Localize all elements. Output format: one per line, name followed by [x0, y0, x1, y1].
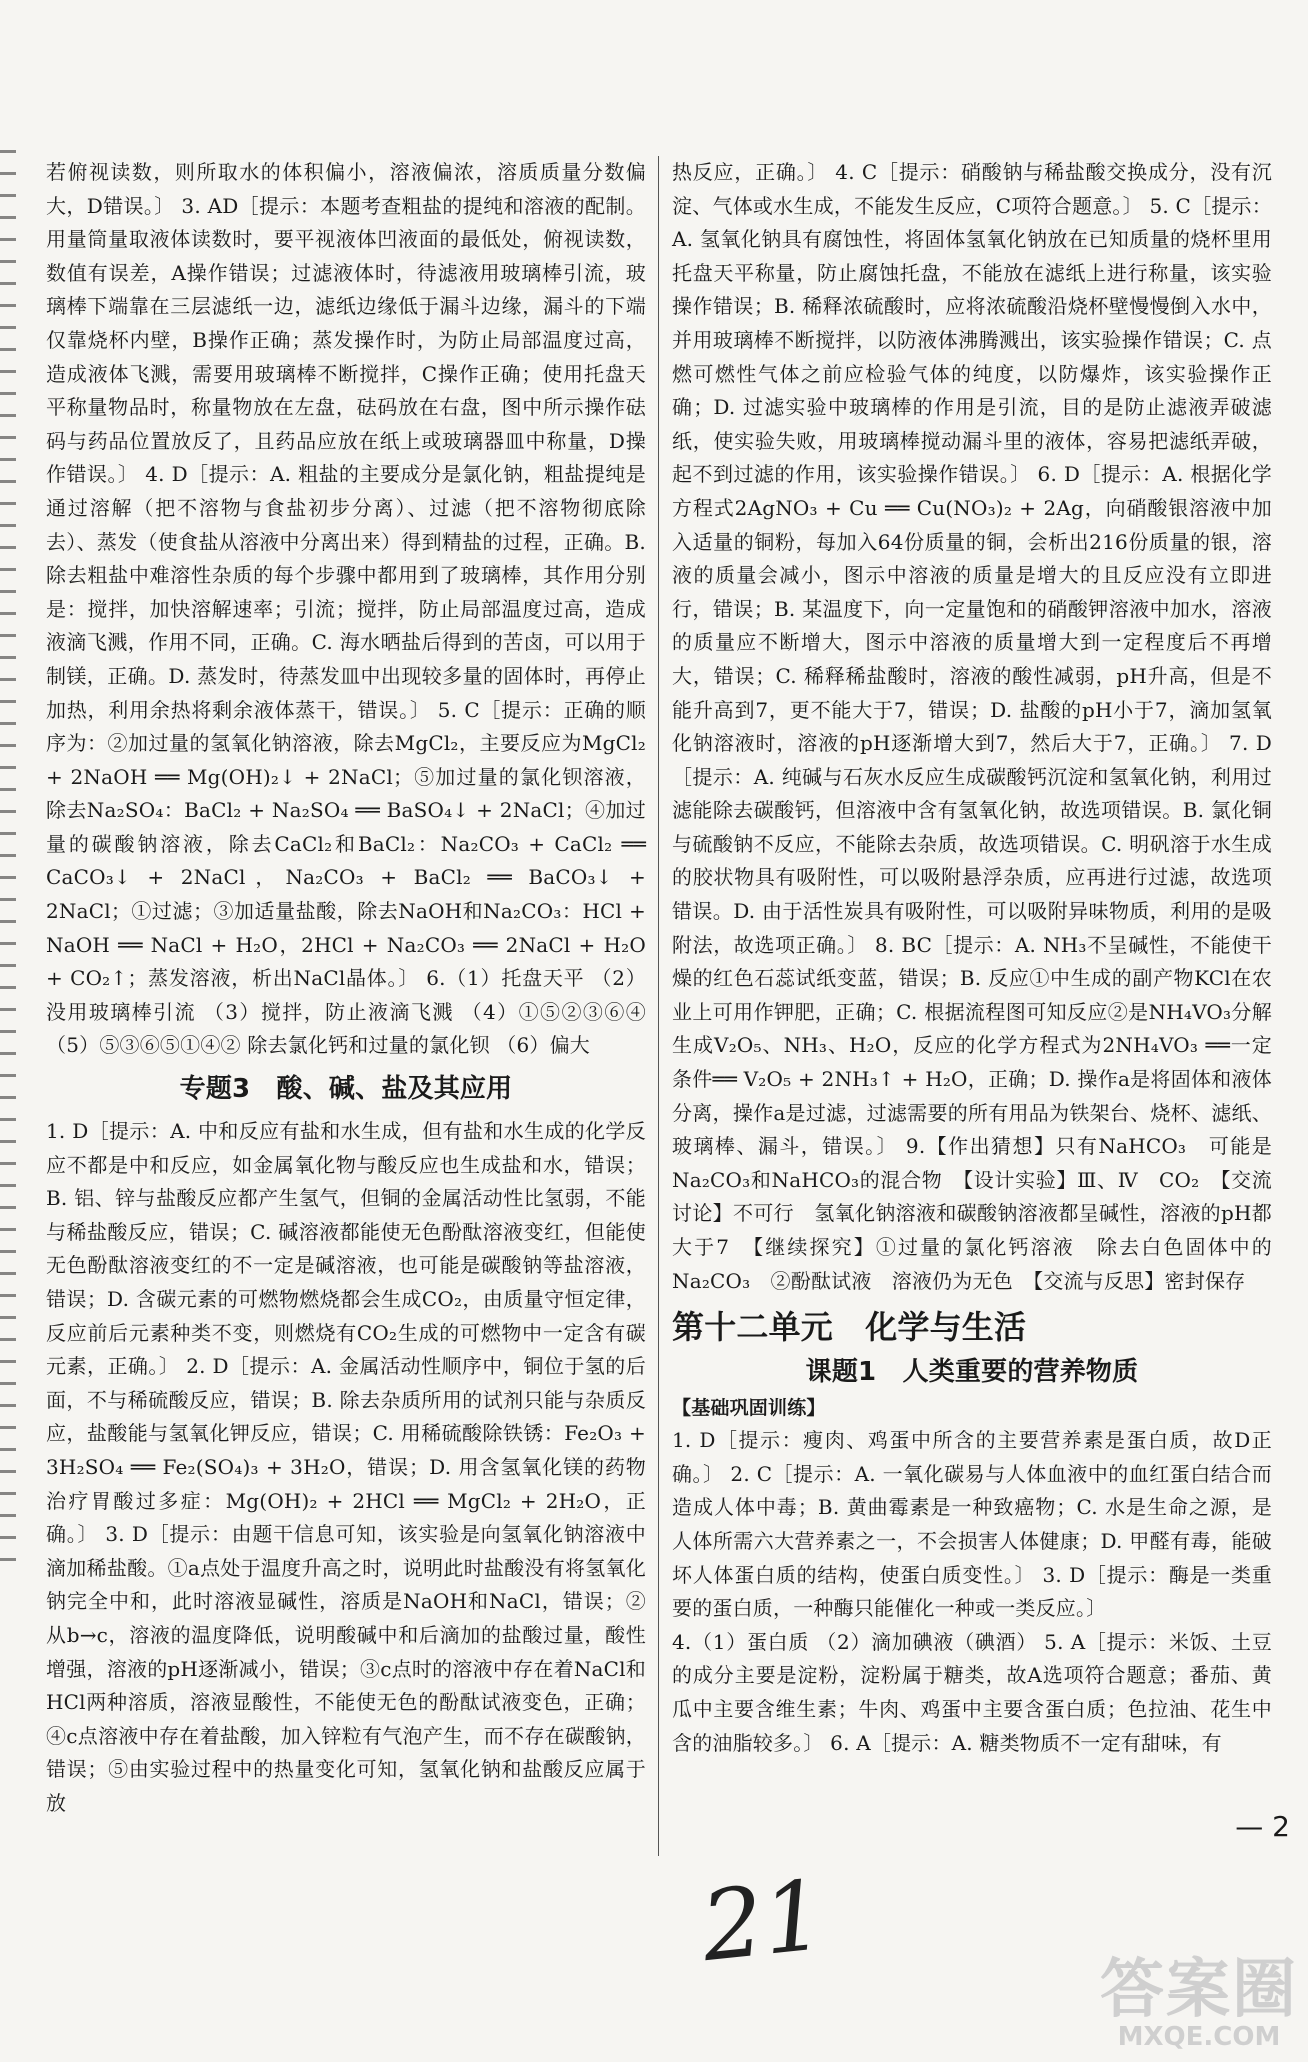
lesson-paragraph-2: 4.（1）蛋白质 （2）滴加碘液（碘酒） 5. A［提示：米饭、土豆的成分主要是淀粉，淀粉属于糖类，故A选项符合题意；番茄、黄瓜中主要含维生素；牛肉、鸡蛋中主要含蛋白质；色拉油、花生中含的油脂较多。〕 6. A［提示：A. 糖类物质不一定有甜味，有: [672, 1629, 1272, 1755]
left-paragraph-1: 若俯视读数，则所取水的体积偏小，溶液偏浓，溶质质量分数偏大，D错误。〕 3. AD［提示：本题考查粗盐的提纯和溶液的配制。用量筒量取液体读数时，要平视液体凹液面的最低处，俯视读数，数值有误差，A操作错误；过滤液体时，待滤液用玻璃棒引流，玻璃棒下端靠在三层滤纸一边，滤纸边缘低于漏斗边缘，漏斗的下端仅靠烧杯内壁，B操作正确；蒸发操作时，为防止局部温度过高，造成液体飞溅，需要用玻璃棒不断搅拌，C操作正确；使用托盘天平称量物品时，称量物放在左盘，砝码放在右盘，图中所示操作砝码与药品位置放反了，且药品应放在纸上或玻璃器皿中称量，D操作错误。〕 4. D［提示：A. 粗盐的主要成分是氯化钠，粗盐提纯是通过溶解（把不溶物与食盐初步分离）、过滤（把不溶物彻底除去）、蒸发（使食盐从溶液中分离出来）得到精盐的过程，正确。B. 除去粗盐中难溶性杂质的每个步骤中都用到了玻璃棒，其作用分别是：搅拌，加快溶解速率；引流；搅拌，防止局部温度过高，造成液滴飞溅，作用不同，正确。C. 海水晒盐后得到的苦卤，可以用于制镁，正确。D. 蒸发时，待蒸发皿中出现较多量的固体时，再停止加热，利用余热将剩余液体蒸干，错误。〕 5. C［提示：正确的顺序为：②加过量的氢氧化钠溶液，除去MgCl₂，主要反应为MgCl₂ + 2NaOH ══ Mg(OH)₂↓ + 2NaCl；⑤加过量的氯化钡溶液，除去Na₂SO₄：BaCl₂ + Na₂SO₄ ══ BaSO₄↓ + 2NaCl；④加过量的碳酸钠溶液，除去CaCl₂和BaCl₂：Na₂CO₃ + CaCl₂ ══ CaCO₃↓ + 2NaCl，Na₂CO₃ + BaCl₂ ══ BaCO₃↓ + 2NaCl；①过滤；③加适量盐酸，除去NaOH和Na₂CO₃：HCl + NaOH ══ NaCl + H₂O，2HCl + Na₂CO₃ ══ 2NaCl + H₂O + CO₂↑；蒸发溶液，析出NaCl晶体。〕 6.（1）托盘天平 （2）没用玻璃棒引流 （3）搅拌，防止液滴飞溅 （4）①⑤②③⑥④ （5）⑤③⑥⑤①④② 除去氯化钙和过量的氯化钡 （6）偏大: [46, 160, 646, 1058]
topic3-paragraph-1: 1. D［提示：A. 中和反应有盐和水生成，但有盐和水生成的化学反应不都是中和反应，如金属氧化物与酸反应也生成盐和水，错误；B. 铝、锌与盐酸反应都产生氢气，但铜的金属活动性比氢弱，不能与稀盐酸反应，错误；C. 碱溶液都能使无色酚酞溶液变红，但能使无色酚酞溶液变红的不一定是碱溶液，也可能是碳酸钠等盐溶液，错误；D. 含碳元素的可燃物燃烧都会生成CO₂，由质量守恒定律，反应前后元素种类不变，则燃烧有CO₂生成的可燃物中一定含有碳元素，正确。〕 2. D［提示：A. 金属活动性顺序中，铜位于氢的后面，不与稀硫酸反应，错误；B. 除去杂质所用的试剂只能与杂质反应，盐酸能与氢氧化钾反应，错误；C. 用稀硫酸除铁锈：Fe₂O₃ + 3H₂SO₄ ══ Fe₂(SO₄)₃ + 3H₂O，错误；D. 用含氢氧化镁的药物治疗胃酸过多症：Mg(OH)₂ + 2HCl ══ MgCl₂ + 2H₂O，正确。〕 3. D［提示：由题干信息可知，该实验是向氢氧化钠溶液中滴加稀盐酸。①a点处于温度升高之时，说明此时盐酸没有将氢氧化钠完全中和，此时溶液显碱性，溶质是NaOH和NaCl，错误；②从b→c，溶液的温度降低，说明酸碱中和后滴加的盐酸过量，酸性增强，溶液的pH逐渐减小，错误；③c点时的溶液中存在着NaCl和HCl两种溶质，溶液显酸性，不能使无色的酚酞试液变色，正确；④c点溶液中存在着盐酸，加入锌粒有气泡产生，而不存在碳酸钠，错误；⑤由实验过程中的热量变化可知，氢氧化钠和盐酸反应属于放: [46, 1119, 646, 1815]
left-column: [46, 156, 646, 1821]
watermark-url: MXQE.COM: [1117, 2022, 1281, 2052]
lesson-title: 课题1 人类重要的营养物质: [805, 1357, 1139, 1388]
handwritten-number: 21: [696, 1858, 830, 1984]
page-number: — 2: [1235, 1810, 1290, 1843]
topic3-title: 专题3 酸、碱、盐及其应用: [179, 1074, 513, 1105]
unit-title: 第十二单元 化学与生活: [672, 1308, 1027, 1347]
watermark: [1100, 1953, 1298, 2052]
lesson-paragraph-1: 1. D［提示：瘦肉、鸡蛋中所含的主要营养素是蛋白质，故D正确。〕 2. C［提示：A. 一氧化碳易与人体血液中的血红蛋白结合而造成人体中毒；B. 黄曲霉素是一种致癌物；C. 水是生命之源，是人体所需六大营养素之一，不会损害人体健康；D. 甲醛有毒，能破坏人体蛋白质的结构，使蛋白质变性。〕 3. D［提示：酶是一类重要的蛋白质，一种酶只能催化一种或一类反应。〕: [672, 1428, 1272, 1621]
column-divider: [658, 156, 659, 1856]
watermark-logo: 答案圈: [1100, 1953, 1298, 2027]
right-paragraph-1: 热反应，正确。〕 4. C［提示：硝酸钠与稀盐酸交换成分，没有沉淀、气体或水生成，不能发生反应，C项符合题意。〕 5. C［提示：A. 氢氧化钠具有腐蚀性，将固体氢氧化钠放在已知质量的烧杯里用托盘天平称量，防止腐蚀托盘，不能放在滤纸上进行称量，该实验操作错误；B. 稀释浓硫酸时，应将浓硫酸沿烧杯壁慢慢倒入水中，并用玻璃棒不断搅拌，以防液体沸腾溅出，该实验操作错误；C. 点燃可燃性气体之前应检验气体的纯度，以防爆炸，该实验操作正确；D. 过滤实验中玻璃棒的作用是引流，目的是防止滤液弄破滤纸，使实验失败，用玻璃棒搅动漏斗里的液体，容易把滤纸弄破，起不到过滤的作用，该实验操作错误。〕 6. D［提示：A. 根据化学方程式2AgNO₃ + Cu ══ Cu(NO₃)₂ + 2Ag，向硝酸银溶液中加入适量的铜粉，每加入64份质量的铜，会析出216份质量的银，溶液的质量会减小，图示中溶液的质量是增大的且反应没有立即进行，错误；B. 某温度下，向一定量饱和的硝酸钾溶液中加水，溶液的质量应不断增大，图示中溶液的质量增大到一定程度后不再增大，错误；C. 稀释稀盐酸时，溶液的酸性减弱，pH升高，但是不能升高到7，更不能大于7，错误；D. 盐酸的pH小于7，滴加氢氧化钠溶液时，溶液的pH逐渐增大到7，然后大于7，正确。〕 7. D［提示：A. 纯碱与石灰水反应生成碳酸钙沉淀和氢氧化钠，利用过滤能除去碳酸钙，但溶液中含有氢氧化钠，故选项错误。B. 氯化铜与硫酸钠不反应，不能除去杂质，故选项错误。C. 明矾溶于水生成的胶状物具有吸附性，可以吸附悬浮杂质，应再进行过滤，故选项错误。D. 由于活性炭具有吸附性，可以吸附异味物质，利用的是吸附法，故选项正确。〕 8. BC［提示：A. NH₃不呈碱性，不能使干燥的红色石蕊试纸变蓝，错误；B. 反应①中生成的副产物KCl在农业上可用作钾肥，正确；C. 根据流程图可知反应②是NH₄VO₃分解生成V₂O₅、NH₃、H₂O，反应的化学方程式为2NH₄VO₃ ══一定条件══ V₂O₅ + 2NH₃↑ + H₂O，正确；D. 操作a是将固体和液体分离，操作a是过滤，过滤需要的所有用品为铁架台、烧杯、滤纸、玻璃棒、漏斗，错误。〕 9.【作出猜想】只有NaHCO₃ 可能是Na₂CO₃和NaHCO₃的混合物 【设计实验】Ⅲ、Ⅳ CO₂ 【交流讨论】不可行 氢氧化钠溶液和碳酸钠溶液都呈碱性，溶液的pH都大于7 【继续探究】①过量的氯化钙溶液 除去白色固体中的Na₂CO₃ ②酚酞试液 溶液仍为无色 【交流与反思】密封保存: [672, 160, 1272, 1293]
binding-margin: [0, 150, 16, 1580]
section-label: 【基础巩固训练】: [672, 1397, 826, 1420]
right-column: [672, 156, 1272, 1760]
